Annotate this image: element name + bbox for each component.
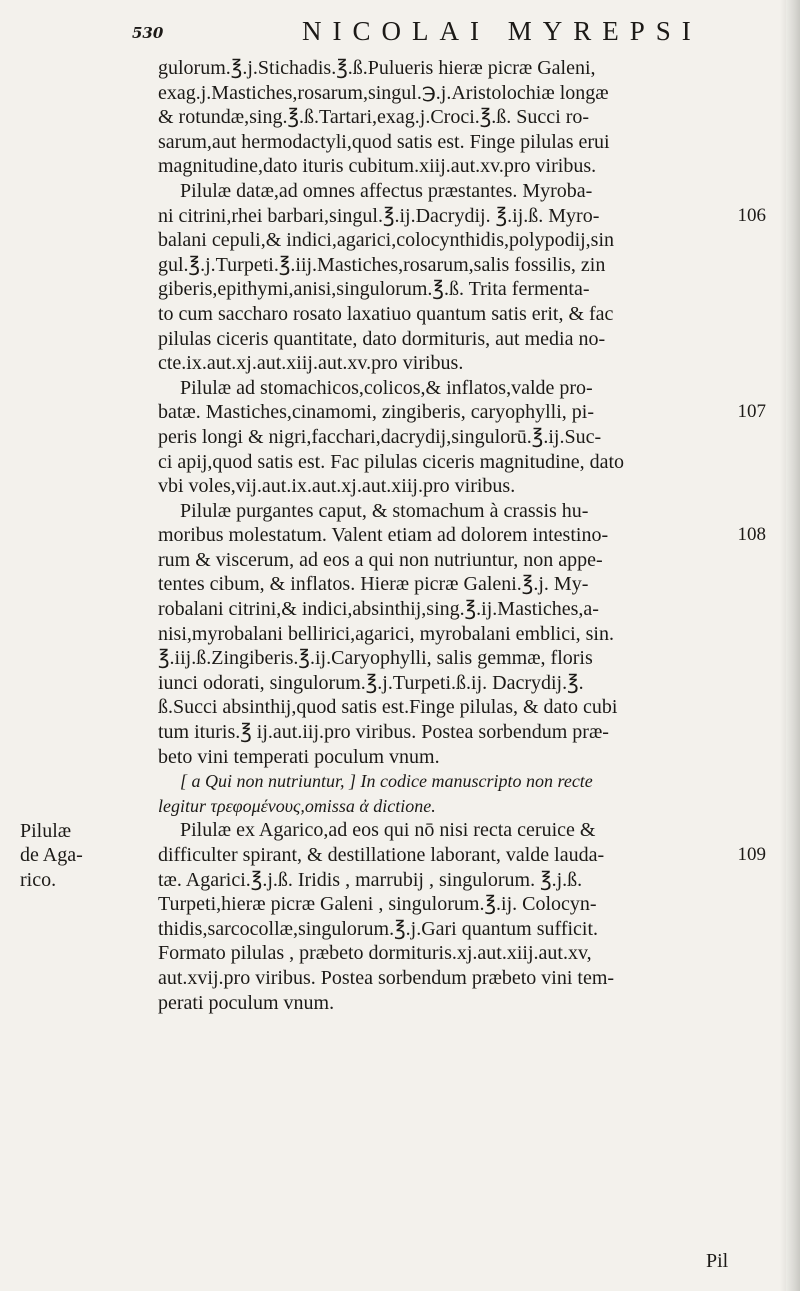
text-line bbox=[158, 302, 758, 327]
text-line-content: ß.Succi absinthij,quod satis est.Finge pilulas, & dato cubi bbox=[158, 696, 618, 719]
text-line bbox=[158, 277, 758, 302]
text-line-content: nisi,myrobalani bellirici,agarici, myrobalani emblici, sin. bbox=[158, 622, 614, 645]
text-line bbox=[158, 179, 758, 204]
text-line bbox=[158, 499, 758, 524]
line-reference-number: 108 bbox=[737, 524, 766, 546]
line-reference-number: 107 bbox=[737, 401, 766, 423]
line-reference-number: 106 bbox=[737, 204, 766, 226]
text-line-content: balani cepuli,& indici,agarici,colocynthidis,polypodij,sin bbox=[158, 229, 615, 252]
text-line bbox=[158, 548, 758, 573]
margin-note-line: rico. bbox=[20, 868, 57, 891]
text-line-content: vbi voles,vij.aut.ix.aut.xj.aut.xiij.pro viribus. bbox=[158, 475, 516, 498]
text-line-content: Turpeti,hieræ picræ Galeni , singulorum.℥.ij. Colocyn- bbox=[158, 893, 597, 916]
text-line-content: cte.ix.aut.xj.aut.xiij.aut.xv.pro viribus. bbox=[158, 352, 464, 375]
text-line-content: giberis,epithymi,anisi,singulorum.℥.ß. Trita fermenta- bbox=[158, 278, 590, 301]
text-line-content: to cum saccharo rosato laxatiuo quantum satis erit, & fac bbox=[158, 302, 614, 325]
text-line bbox=[158, 769, 758, 794]
text-line-content: Pilulæ purgantes caput, & stomachum à crassis hu- bbox=[180, 499, 589, 522]
text-line-content: moribus molestatum. Valent etiam ad dolorem intestino- bbox=[158, 524, 609, 547]
page-header bbox=[132, 16, 752, 50]
text-line bbox=[158, 794, 758, 819]
page-number: 530 bbox=[132, 24, 164, 42]
text-line bbox=[158, 646, 758, 671]
text-line-content: perati poculum vnum. bbox=[158, 991, 335, 1014]
text-line bbox=[158, 720, 758, 745]
text-line-content: Formato pilulas , præbeto dormituris.xj.aut.xiij.aut.xv, bbox=[158, 942, 592, 965]
text-line-content: batæ. Mastiches,cinamomi, zingiberis, caryophylli, pi- bbox=[158, 401, 595, 424]
catchword: Pil bbox=[706, 1250, 729, 1272]
page-shadow bbox=[780, 0, 786, 1291]
text-line bbox=[158, 572, 758, 597]
margin-note-line: Pilulæ bbox=[20, 819, 72, 842]
text-line bbox=[158, 474, 758, 499]
text-line bbox=[158, 327, 758, 352]
text-line bbox=[158, 991, 758, 1016]
text-line bbox=[158, 105, 758, 130]
text-line bbox=[158, 868, 758, 893]
text-line bbox=[158, 56, 758, 81]
running-head: NICOLAI MYREPSI bbox=[302, 16, 702, 46]
text-line bbox=[158, 130, 758, 155]
text-line-content: beto vini temperati poculum vnum. bbox=[158, 745, 440, 768]
text-line bbox=[158, 966, 758, 991]
text-line-content: difficulter spirant, & destillatione laborant, valde lauda- bbox=[158, 844, 605, 866]
text-line-content: exag.j.Mastiches,rosarum,singul.℈.j.Aristolochiæ longæ bbox=[158, 81, 609, 104]
body-text bbox=[158, 56, 766, 1015]
text-line bbox=[158, 622, 758, 647]
text-line-content: legitur τρεφομένους,omissa ἀ dictione. bbox=[158, 795, 436, 816]
text-line-content: Pilulæ ex Agarico,ad eos qui nō nisi recta ceruice & bbox=[180, 819, 596, 842]
text-line-content: ni citrini,rhei barbari,singul.℥.ij.Dacrydij. ℥.ij.ß. Myro- bbox=[158, 204, 600, 227]
text-line bbox=[158, 450, 758, 475]
text-line bbox=[158, 597, 758, 622]
text-line-content: thidis,sarcocollæ,singulorum.℥.j.Gari quantum sufficit. bbox=[158, 917, 599, 940]
text-line bbox=[158, 671, 758, 696]
text-line bbox=[158, 400, 766, 425]
text-line-content: gul.℥.j.Turpeti.℥.iij.Mastiches,rosarum,salis fossilis, zin bbox=[158, 253, 606, 276]
text-line bbox=[158, 941, 758, 966]
text-line-content: magnitudine,dato ituris cubitum.xiij.aut.xv.pro viribus. bbox=[158, 155, 597, 178]
text-line bbox=[158, 204, 766, 229]
text-line-content: rum & viscerum, ad eos a qui non nutriuntur, non appe- bbox=[158, 548, 603, 571]
text-line-content: sarum,aut hermodactyli,quod satis est. Finge pilulas erui bbox=[158, 130, 610, 153]
text-line-content: pilulas ciceris quantitate, dato dormituris, aut media no- bbox=[158, 327, 606, 350]
text-line-content: aut.xvij.pro viribus. Postea sorbendum præbeto vini tem- bbox=[158, 966, 615, 989]
text-line bbox=[158, 695, 758, 720]
text-line-content: ℥.iij.ß.Zingiberis.℥.ij.Caryophylli, salis gemmæ, floris bbox=[158, 647, 593, 670]
text-line bbox=[158, 425, 758, 450]
text-line bbox=[158, 745, 758, 770]
text-line-content: Pilulæ datæ,ad omnes affectus præstantes. Myroba- bbox=[180, 179, 593, 202]
line-reference-number: 109 bbox=[737, 844, 766, 865]
text-line-content: tum ituris.℥ ij.aut.iij.pro viribus. Postea sorbendum præ- bbox=[158, 721, 609, 744]
page-edge bbox=[786, 0, 800, 1291]
text-line-content: Pilulæ ad stomachicos,colicos,& inflatos,valde pro- bbox=[180, 376, 593, 399]
text-line bbox=[158, 843, 766, 868]
text-line-content: robalani citrini,& indici,absinthij,sing.℥.ij.Mastiches,a- bbox=[158, 598, 599, 621]
text-line-content: [ a Qui non nutriuntur, ] In codice manuscripto non recte bbox=[180, 771, 593, 792]
text-line-content: ci apij,quod satis est. Fac pilulas ciceris magnitudine, dato bbox=[158, 450, 625, 473]
margin-note-line: de Aga- bbox=[20, 844, 83, 867]
text-line bbox=[158, 154, 758, 179]
text-line-content: tæ. Agarici.℥.j.ß. Iridis , marrubij , singulorum. ℥.j.ß. bbox=[158, 868, 583, 891]
text-line bbox=[158, 351, 758, 376]
text-line-content: tentes cibum, & inflatos. Hieræ picræ Galeni.℥.j. My- bbox=[158, 573, 589, 596]
text-line bbox=[158, 818, 758, 843]
text-line bbox=[158, 523, 766, 548]
text-line-content: peris longi & nigri,facchari,dacrydij,singulorū.℥.ij.Suc- bbox=[158, 425, 602, 448]
text-line bbox=[158, 376, 758, 401]
text-line bbox=[158, 892, 758, 917]
text-line-content: gulorum.℥.j.Stichadis.℥.ß.Pulueris hieræ picræ Galeni, bbox=[158, 57, 596, 79]
text-line-content: iunci odorati, singulorum.℥.j.Turpeti.ß.ij. Dacrydij.℥. bbox=[158, 671, 584, 694]
text-line bbox=[158, 81, 758, 106]
text-line bbox=[158, 228, 758, 253]
text-line bbox=[158, 917, 758, 942]
text-line bbox=[158, 253, 758, 278]
text-line-content: & rotundæ,sing.℥.ß.Tartari,exag.j.Croci.℥.ß. Succi ro- bbox=[158, 106, 590, 129]
